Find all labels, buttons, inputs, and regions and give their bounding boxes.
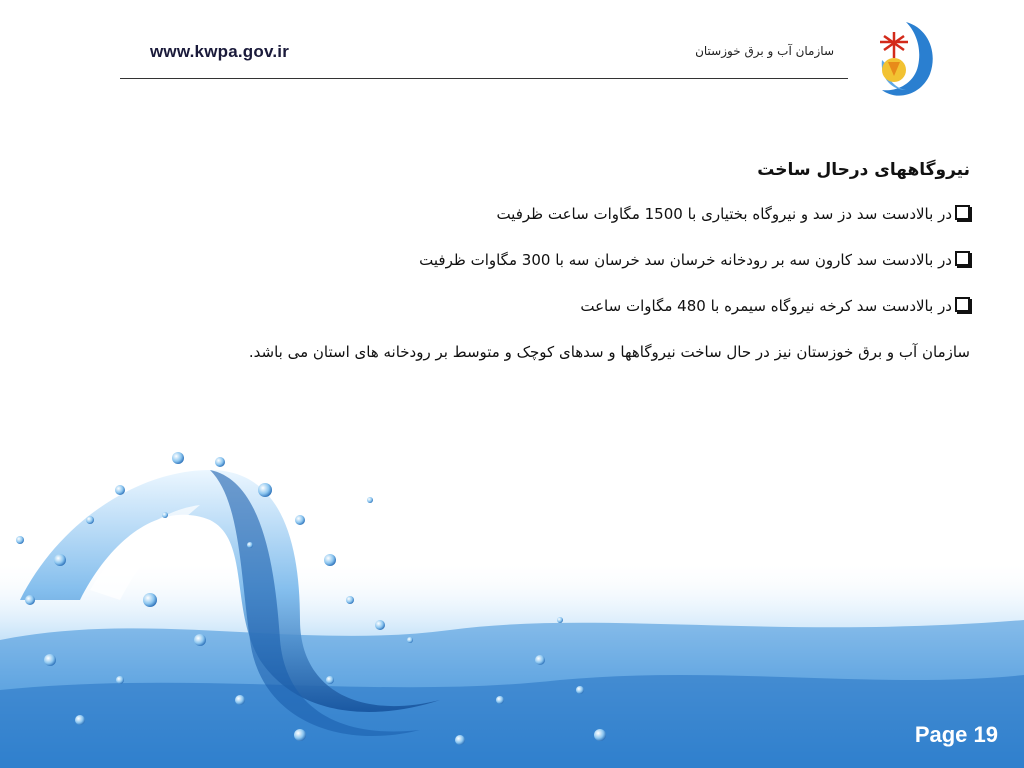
checkbox-bullet-icon <box>955 205 970 220</box>
bullet-item <box>130 250 970 270</box>
bullet-item <box>130 204 970 224</box>
website-url[interactable]: www.kwpa.gov.ir <box>150 42 290 61</box>
header-divider <box>120 78 848 79</box>
bullet-text: در بالادست سد کرخه نیروگاه سیمره با 480 مگاوات ساعت <box>580 297 952 315</box>
checkbox-bullet-icon <box>955 297 970 312</box>
summary-paragraph: سازمان آب و برق خوزستان نیز در حال ساخت نیروگاهها و سدهای کوچک و متوسط بر رودخانه های استان می باشد. <box>248 343 970 361</box>
bullet-item <box>130 296 970 316</box>
organization-name: سازمان آب و برق خوزستان <box>695 44 834 58</box>
bullet-text: در بالادست سد دز سد و نیروگاه بختیاری با 1500 مگاوات ساعت ظرفیت <box>496 205 952 223</box>
organization-logo <box>866 18 938 100</box>
slide-content <box>130 160 970 376</box>
checkbox-bullet-icon <box>955 251 970 266</box>
page-number: Page 19 <box>914 722 998 747</box>
section-heading: نیروگاههای درحال ساخت <box>757 160 970 180</box>
bullet-text: در بالادست سد کارون سه بر رودخانه خرسان سد خرسان سه با 300 مگاوات ظرفیت <box>419 251 952 269</box>
